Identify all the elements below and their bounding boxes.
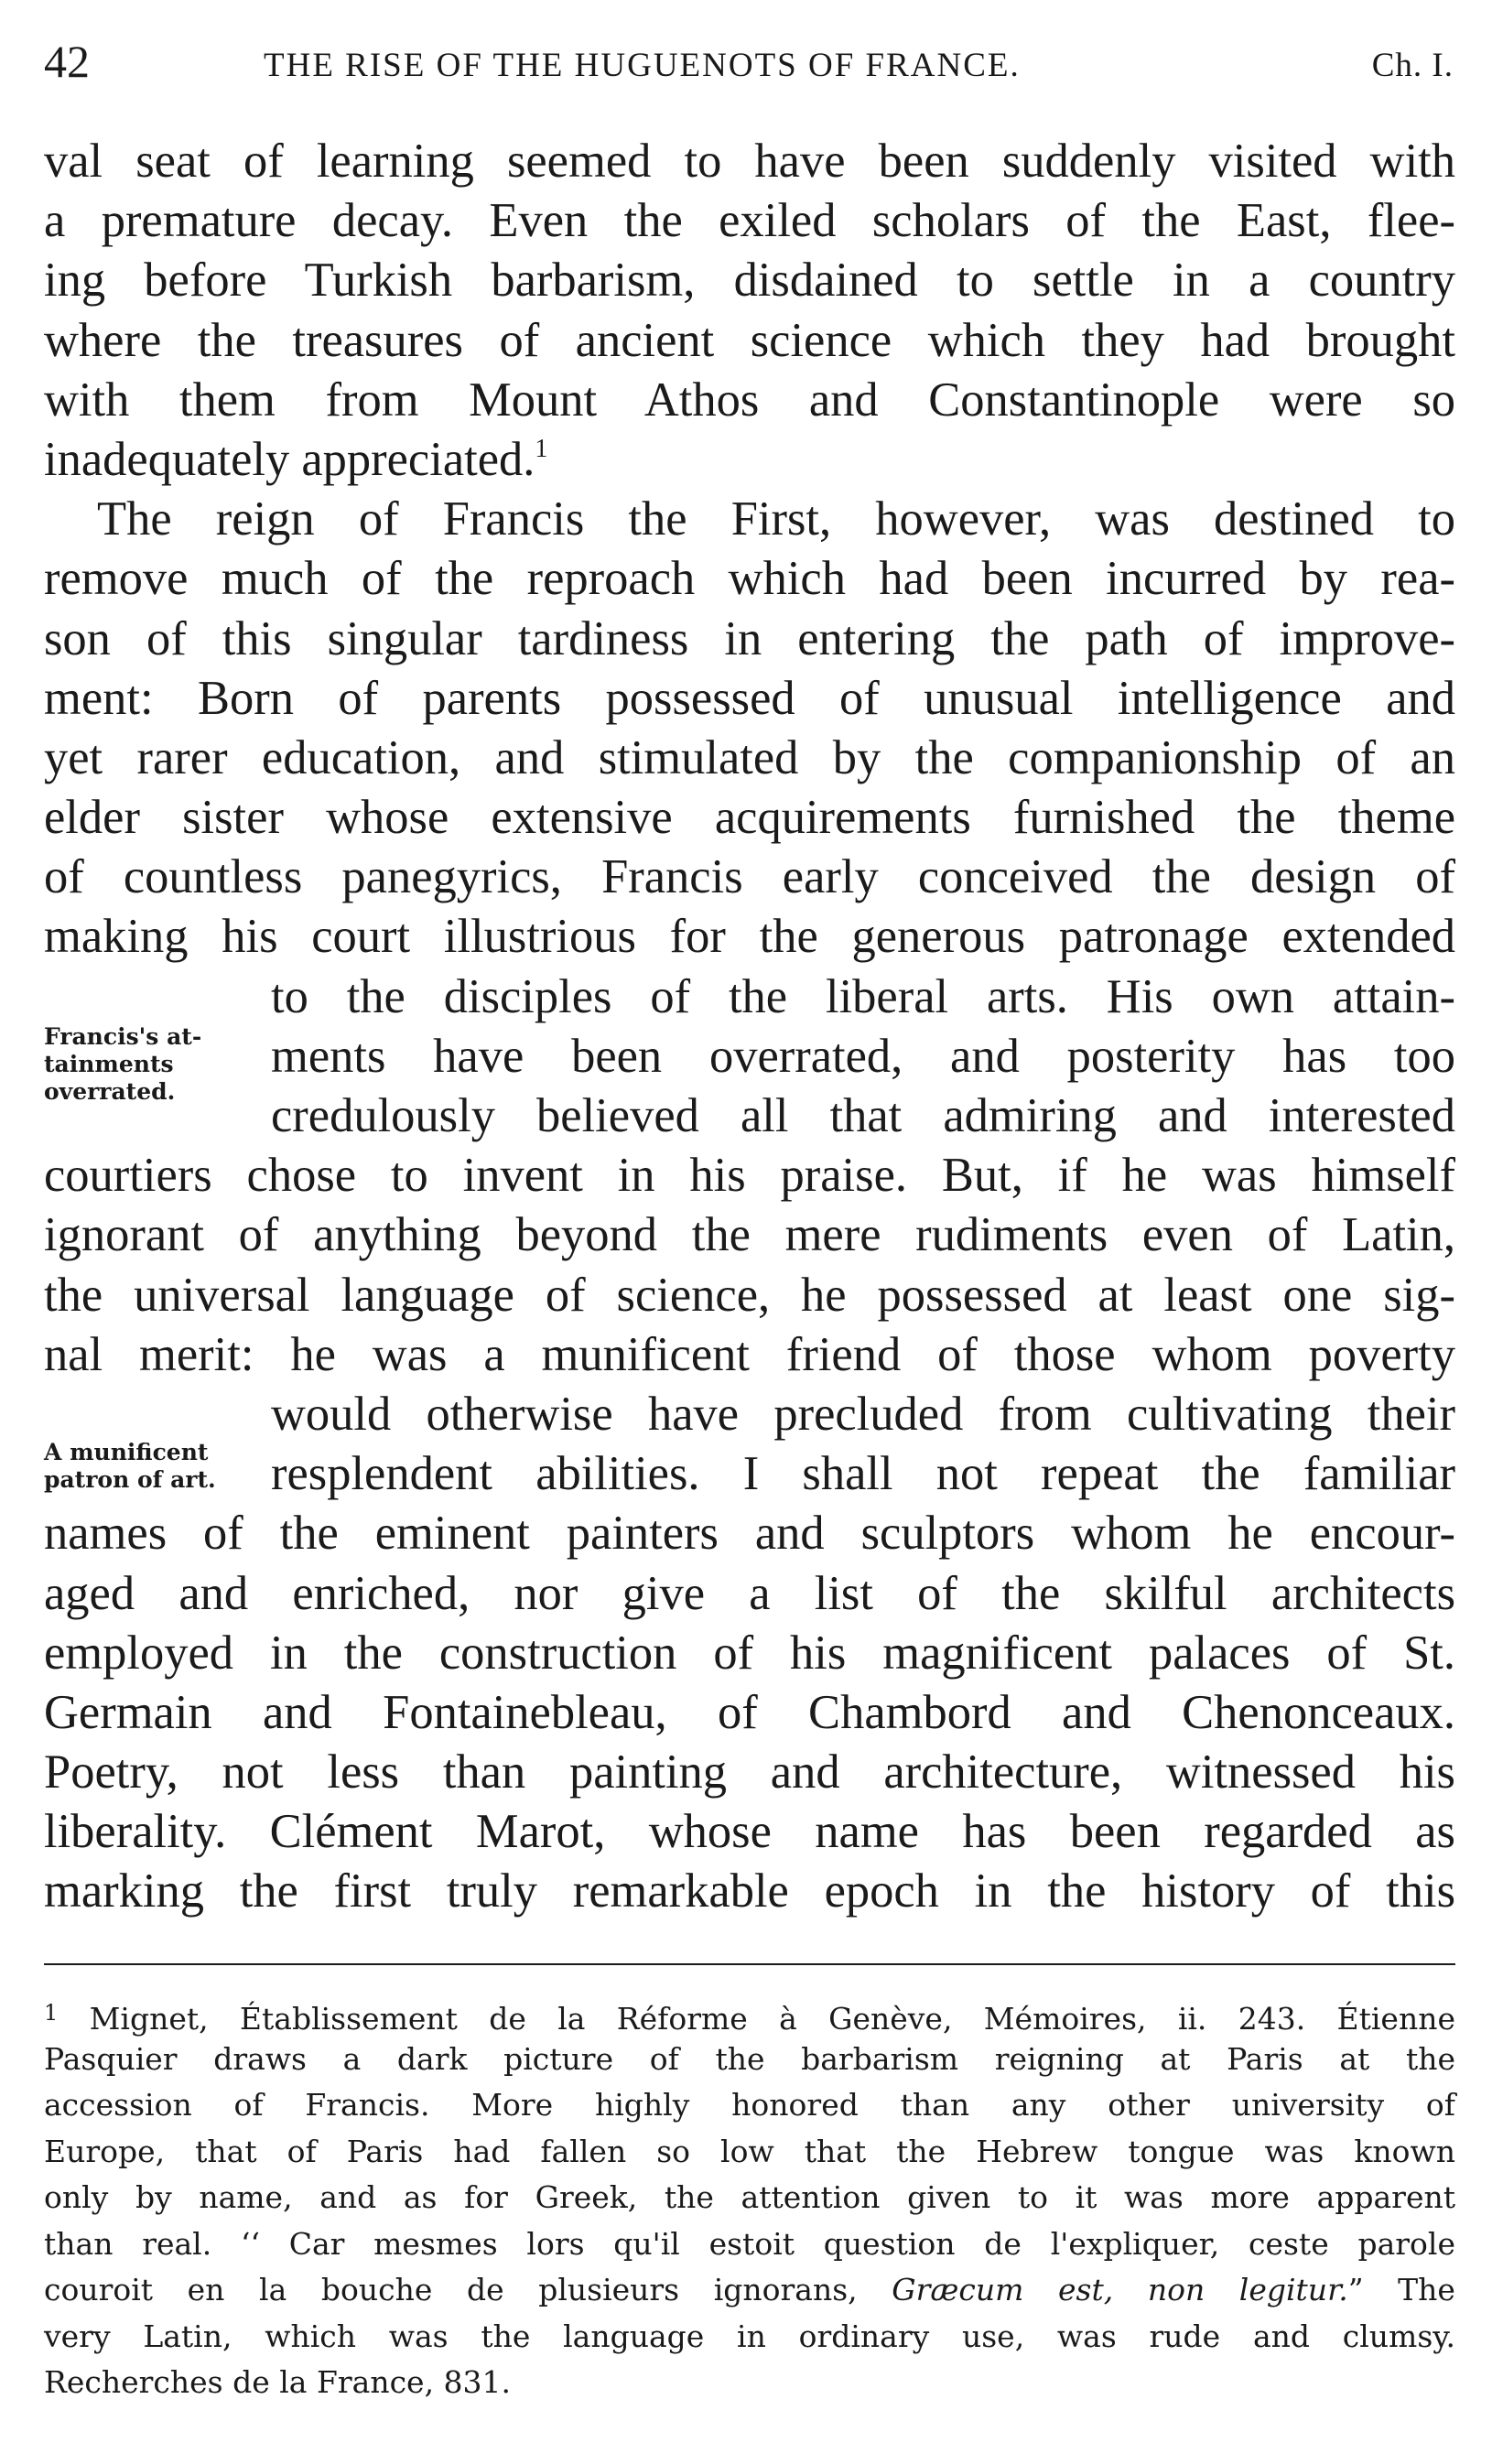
text-line: with them from Mount Athos and Constantinople were so [44,373,1455,427]
margin-note-line: tainments [44,1051,174,1077]
footnote-line-content: couroit en la bouche de plusieurs ignorans, [44,2272,858,2307]
text-line: ment: Born of parents possessed of unusual intelligence and [44,671,1455,725]
running-title: THE RISE OF THE HUGUENOTS OF FRANCE. [264,47,1021,84]
text-line: nal merit: he was a munificent friend of those whom poverty [44,1327,1455,1381]
text-line: ments have been overrated, and posterity has too [271,1029,1455,1083]
footnote-line: Recherches de la France, 831. [44,2364,512,2400]
text-line: marking the first truly remarkable epoch in the history of this [44,1864,1455,1918]
text-line: names of the eminent painters and sculptors whom he encour- [44,1507,1455,1561]
text-line: elder sister whose extensive acquirements furnished the theme [44,791,1455,845]
footnote-line: Europe, that of Paris had fallen so low that the Hebrew tongue was known [44,2133,1455,2169]
body-text [44,132,1455,1922]
paragraph-first-line: The reign of Francis the First, however, was destined to [97,492,1455,546]
margin-note-line: A munificent [44,1439,209,1465]
text-line: son of this singular tardiness in entering the path of improve- [44,611,1455,665]
footnote-line: only by name, and as for Greek, the attention given to it was more apparent [44,2179,1455,2215]
margin-note-line: overrated. [44,1078,176,1105]
text-line: val seat of learning seemed to have been suddenly visited with [44,135,1455,188]
footnote-line: very Latin, which was the language in ordinary use, was rude and clumsy. [44,2318,1455,2354]
text-line: making his court illustrious for the generous patronage extended [44,910,1455,964]
footnote-line-content: Mignet, Établissement de la Réforme à Genève, Mémoires, ii. 243. Étienne [89,2001,1455,2037]
chapter-label: Ch. I. [1371,47,1454,84]
text-line: a premature decay. Even the exiled scholars of the East, flee- [44,194,1455,248]
text-line: Poetry, not less than painting and architecture, witnessed his [44,1745,1455,1799]
footnote-line [44,1990,1455,2037]
running-header [44,35,1454,90]
text-line: to the disciples of the liberal arts. His own attain- [271,969,1455,1023]
text-line-content: inadequately appreciated. [44,432,535,486]
footnote-line [44,2267,1455,2314]
text-line: would otherwise have precluded from cultivating their [271,1387,1455,1441]
text-line: of countless panegyrics, Francis early conceived the design of [44,850,1455,904]
margin-note-francis-attainments [44,1023,201,1106]
text-line: ing before Turkish barbarism, disdained to settle in a country [44,254,1455,308]
text-line: aged and enriched, nor give a list of the skilful architects [44,1566,1455,1620]
footnote-line-content: ” The [1347,2272,1455,2307]
margin-note-munificent-patron [44,1439,216,1494]
text-line: Germain and Fontainebleau, of Chambord and Chenonceaux. [44,1685,1455,1739]
footnote-line: Pasquier draws a dark picture of the barbarism reigning at Paris at the [44,2040,1455,2077]
text-line: resplendent abilities. I shall not repeat the familiar [271,1447,1455,1501]
latin-quotation: Græcum est, non legitur. [892,2272,1348,2307]
footnote-reference: 1 [535,434,548,463]
text-line: remove much of the reproach which had been incurred by rea- [44,552,1455,606]
footnote [44,1990,1455,2406]
footnote-divider [44,1963,1455,1965]
text-line: liberality. Clément Marot, whose name has been regarded as [44,1805,1455,1859]
text-line: the universal language of science, he possessed at least one sig- [44,1268,1455,1322]
margin-note-line: Francis's at- [44,1023,202,1050]
text-line [44,430,1455,490]
text-line: ignorant of anything beyond the mere rudiments even of Latin, [44,1208,1455,1262]
footnote-line: accession of Francis. More highly honored than any other university of [44,2087,1455,2123]
text-line: where the treasures of ancient science which they had brought [44,313,1455,367]
footnote-number: 1 [44,2000,59,2026]
page-number: 42 [44,36,90,87]
margin-note-line: patron of art. [44,1466,216,1493]
text-line: credulously believed all that admiring and interested [271,1089,1455,1142]
text-line: courtiers chose to invent in his praise. But, if he was himself [44,1149,1455,1203]
text-line: employed in the construction of his magnificent palaces of St. [44,1626,1455,1680]
footnote-line: than real. ‘‘ Car mesmes lors qu'il estoit question de l'expliquer, ceste parole [44,2225,1455,2262]
text-line: yet rarer education, and stimulated by the companionship of an [44,730,1455,784]
